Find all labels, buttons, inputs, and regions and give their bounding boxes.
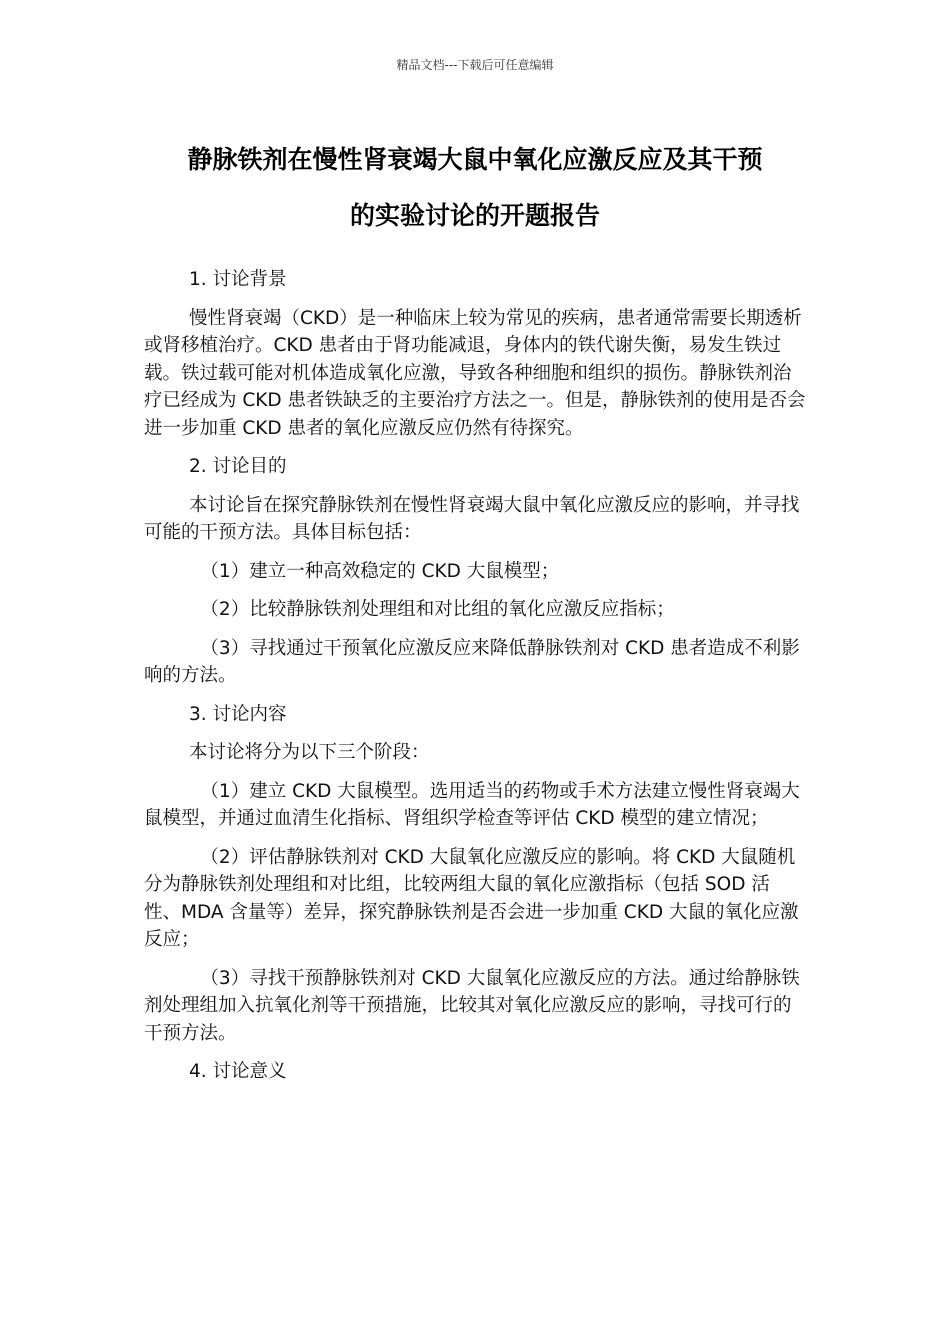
content-intro-paragraph: 本讨论将分为以下三个阶段： [188,742,430,763]
title-line-1: 静脉铁剂在慢性肾衰竭大鼠中氧化应激反应及其干预 [187,145,763,174]
section-heading-content: 3. 讨论内容 [188,703,287,725]
section-heading-background: 1. 讨论背景 [188,269,287,290]
document-body [144,266,806,1097]
section-heading-purpose: 2. 讨论目的 [188,456,287,477]
title-line-2: 的实验讨论的开题报告 [349,201,600,230]
purpose-paragraph: 本讨论旨在探究静脉铁剂在慢性肾衰竭大鼠中氧化应激反应的影响，并寻找可能的干预方法。具体目标包括： [144,494,800,543]
background-paragraph: 慢性肾衰竭（CKD）是一种临床上较为常见的疾病，患者通常需要长期透析或肾移植治疗。CKD 患者由于肾功能减退，身体内的铁代谢失衡，易发生铁过载。铁过载可能对机体造成氧化应激，导致各种细胞和组织的损伤。静脉铁剂治疗已经成为 CKD 患者铁缺乏的主要治疗方法之一。但是，静脉铁剂的使用是否会进一步加重 CKD 患者的氧化应激反应仍然有待探究。 [144,307,806,439]
content-item-3: （3）寻找干预静脉铁剂对 CKD 大鼠氧化应激反应的方法。通过给静脉铁剂处理组加入抗氧化剂等干预措施，比较其对氧化应激反应的影响，寻找可行的干预方法。 [144,967,800,1044]
content-item-1: （1）建立 CKD 大鼠模型。选用适当的药物或手术方法建立慢性肾衰竭大鼠模型，并通过血清生化指标、肾组织学检查等评估 CKD 模型的建立情况； [144,780,800,829]
purpose-item-1: （1）建立一种高效稳定的 CKD 大鼠模型； [200,560,560,582]
document-title [144,132,806,244]
purpose-item-3: （3）寻找通过干预氧化应激反应来降低静脉铁剂对 CKD 患者造成不利影响的方法。 [144,637,800,686]
page-header: 精品文档---下载后可任意编辑 [396,58,554,72]
section-heading-significance: 4. 讨论意义 [188,1061,287,1082]
content-item-2: （2）评估静脉铁剂对 CKD 大鼠氧化应激反应的影响。将 CKD 大鼠随机分为静脉铁剂处理组和对比组，比较两组大鼠的氧化应激指标（包括 SOD 活性、MDA 含量等）差异，探究静脉铁剂是否会进一步加重 CKD 大鼠的氧化应激反应； [144,846,799,950]
purpose-item-2: （2）比较静脉铁剂处理组和对比组的氧化应激反应指标； [200,599,675,620]
